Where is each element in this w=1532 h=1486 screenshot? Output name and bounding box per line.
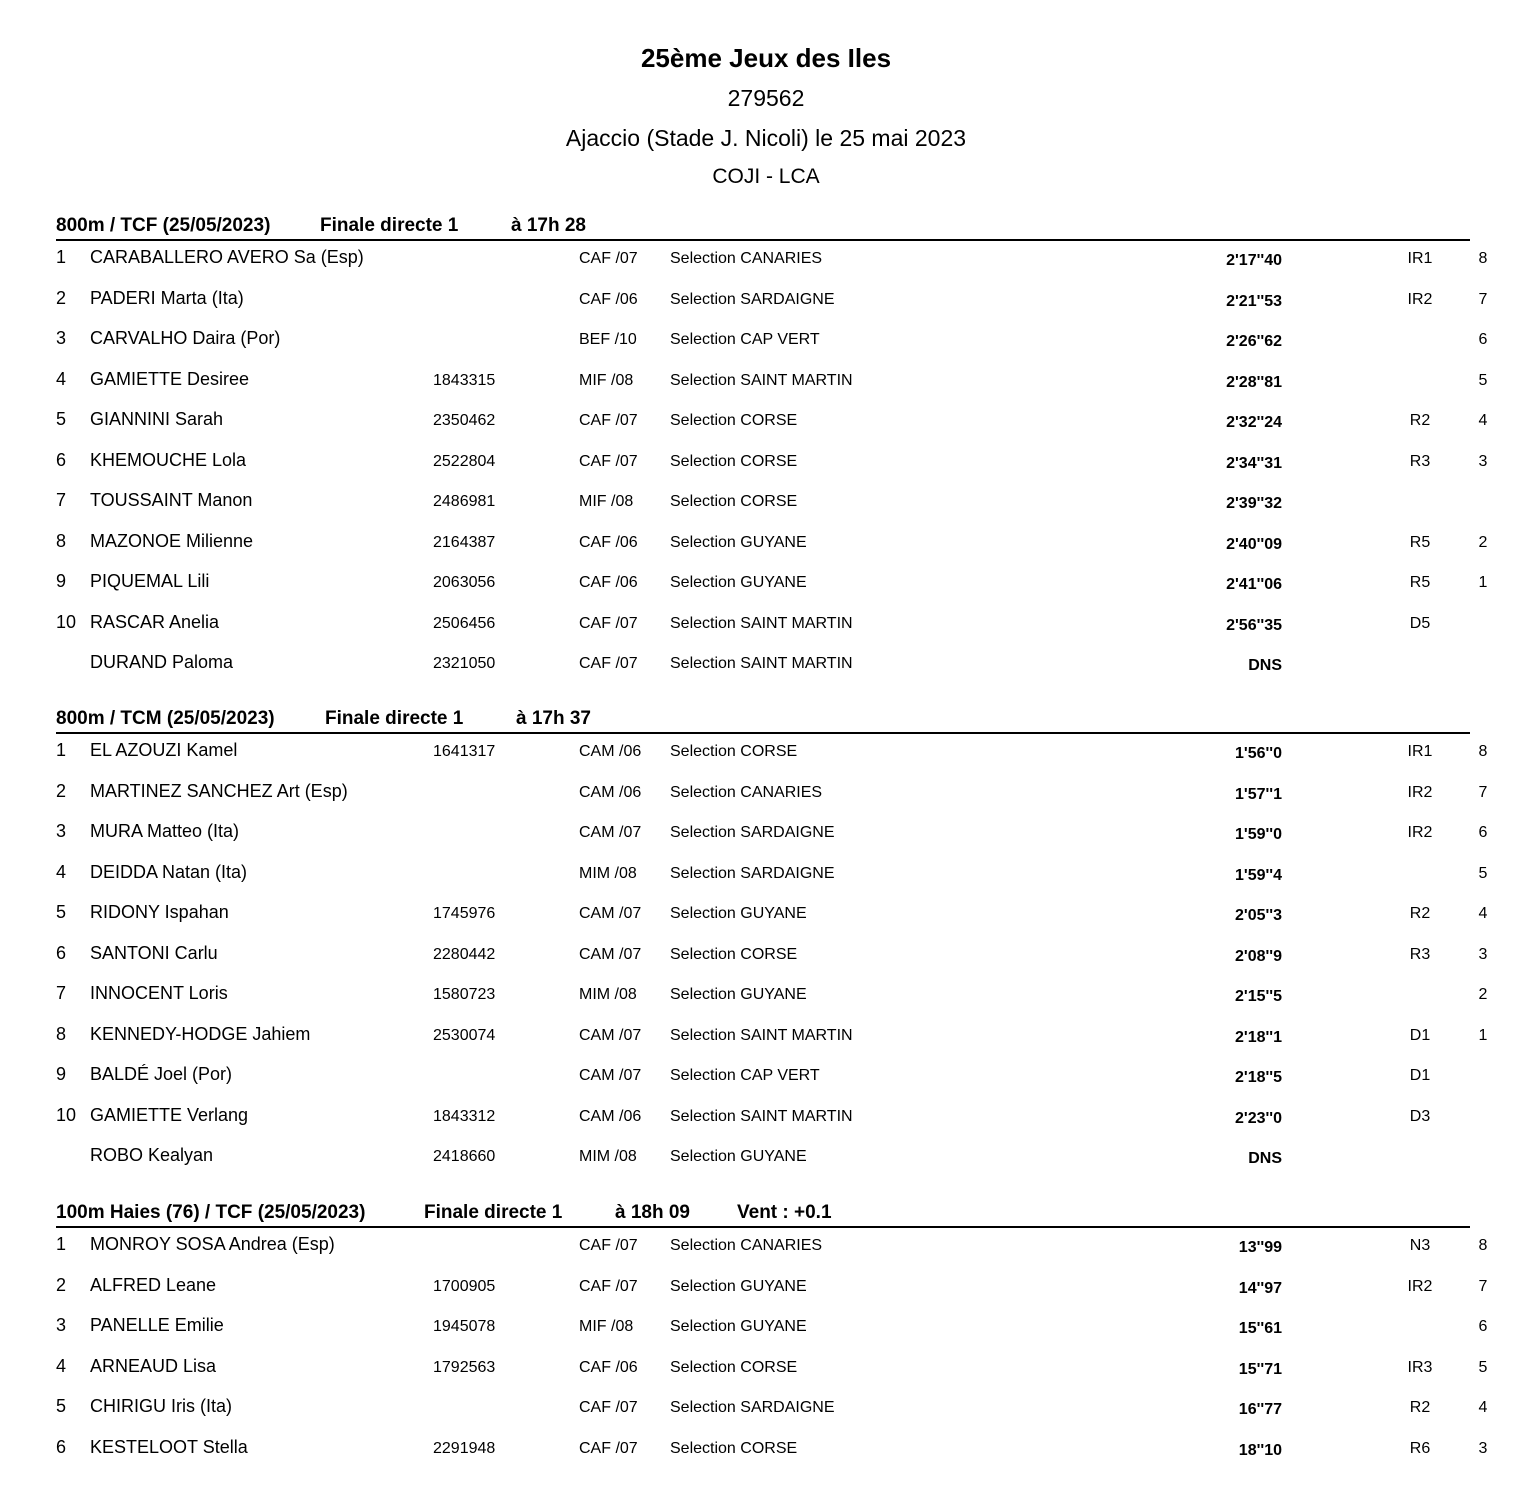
points: 7 <box>1478 290 1488 308</box>
club-name: Selection CORSE <box>670 493 798 510</box>
license-number: 2350462 <box>433 412 496 429</box>
points: 5 <box>1478 864 1488 882</box>
category: MIF /08 <box>579 1318 634 1335</box>
athlete-name: MURA Matteo (Ita) <box>90 821 240 841</box>
rank-cell: 6 <box>56 1436 67 1457</box>
result-row <box>56 444 1490 485</box>
result-row <box>56 606 1490 647</box>
rank-cell: 9 <box>56 1064 67 1084</box>
performance: 16''77 <box>1238 1401 1282 1418</box>
event-title: 100m Haies (76) / TCF (25/05/2023) <box>56 1202 366 1223</box>
rank-cell: 9 <box>56 571 67 591</box>
rank-cell: 5 <box>56 902 67 922</box>
points: 1 <box>1478 574 1488 591</box>
result-row <box>56 363 1490 404</box>
points: 2 <box>1478 986 1488 1003</box>
license-number: 1700905 <box>433 1277 496 1295</box>
club-name: Selection GUYANE <box>670 533 807 551</box>
points: 3 <box>1478 452 1488 470</box>
category: CAF /07 <box>579 412 638 429</box>
level: R5 <box>1409 574 1431 591</box>
athlete-name: SANTONI Carlu <box>90 942 218 963</box>
license-number: 2280442 <box>433 945 496 963</box>
performance: DNS <box>1248 657 1282 674</box>
license-number: 2486981 <box>433 493 496 510</box>
start-time: à 17h 37 <box>516 708 591 729</box>
points: 8 <box>1478 1237 1488 1254</box>
license-number: 1745976 <box>433 905 496 922</box>
club-name: Selection SAINT MARTIN <box>670 1026 853 1044</box>
club-name: Selection GUYANE <box>670 986 807 1003</box>
result-row <box>56 775 1490 816</box>
event-section <box>56 707 1490 1180</box>
level: R6 <box>1409 1439 1431 1457</box>
level: R2 <box>1409 412 1431 429</box>
club-name: Selection GUYANE <box>670 905 807 922</box>
points: 6 <box>1478 1318 1488 1335</box>
performance: 1'56''0 <box>1234 745 1282 762</box>
performance: 2'56''35 <box>1226 616 1282 634</box>
license-number: 1580723 <box>433 986 496 1003</box>
rank-cell: 1 <box>56 740 67 760</box>
category: CAM /06 <box>579 783 642 801</box>
result-row <box>56 1058 1490 1099</box>
result-row <box>56 1390 1490 1431</box>
athlete-name: GAMIETTE Verlang <box>90 1104 249 1125</box>
club-name: Selection SAINT MARTIN <box>670 655 853 672</box>
points: 2 <box>1478 533 1488 551</box>
category: CAF /07 <box>579 1237 638 1254</box>
club-name: Selection SARDAIGNE <box>670 864 835 882</box>
result-row <box>56 1018 1490 1059</box>
category: BEF /10 <box>579 331 637 348</box>
athlete-name: BALDÉ Joel (Por) <box>90 1064 233 1084</box>
points: 8 <box>1478 250 1488 267</box>
club-name: Selection CANARIES <box>670 783 823 801</box>
result-row <box>56 977 1490 1018</box>
points: 4 <box>1478 905 1488 922</box>
club-name: Selection CORSE <box>670 945 798 963</box>
level: R5 <box>1409 533 1431 551</box>
athlete-name: INNOCENT Loris <box>90 983 228 1003</box>
club-name: Selection CANARIES <box>670 250 823 267</box>
license-number: 2522804 <box>433 452 496 470</box>
result-row <box>56 856 1490 897</box>
club-name: Selection CORSE <box>670 412 798 429</box>
event-title: 800m / TCM (25/05/2023) <box>56 708 275 729</box>
athlete-name: MONROY SOSA Andrea (Esp) <box>90 1234 335 1254</box>
athlete-name: CARVALHO Daira (Por) <box>90 328 281 348</box>
rank-cell: 3 <box>56 821 67 841</box>
category: CAF /06 <box>579 574 638 591</box>
category: MIM /08 <box>579 986 637 1003</box>
round-label: Finale directe 1 <box>325 708 464 729</box>
athlete-name: GIANNINI Sarah <box>90 409 224 429</box>
category: MIF /08 <box>579 493 634 510</box>
category: CAM /07 <box>579 945 642 963</box>
result-row <box>56 484 1490 525</box>
start-time: à 17h 28 <box>511 215 586 236</box>
level: IR2 <box>1407 290 1433 308</box>
category: MIM /08 <box>579 1148 637 1165</box>
athlete-name: PADERI Marta (Ita) <box>90 287 244 308</box>
points: 7 <box>1478 783 1488 801</box>
result-row <box>56 1269 1490 1310</box>
points: 7 <box>1478 1277 1488 1295</box>
category: CAM /07 <box>579 824 642 841</box>
performance: 1'57''1 <box>1234 785 1282 803</box>
meeting-title: 25ème Jeux des Iles <box>640 43 892 73</box>
license-number: 2291948 <box>433 1439 496 1457</box>
result-row <box>56 937 1490 978</box>
points: 6 <box>1478 331 1488 348</box>
athlete-name: RASCAR Anelia <box>90 611 220 632</box>
event-section <box>56 1201 1490 1471</box>
event-header <box>56 214 1470 241</box>
event-header <box>56 1201 1470 1228</box>
performance: 2'15''5 <box>1234 988 1282 1005</box>
result-row <box>56 1309 1490 1350</box>
category: CAM /07 <box>579 905 642 922</box>
rank-cell: 1 <box>56 1234 67 1254</box>
points: 4 <box>1478 412 1488 429</box>
club-name: Selection CORSE <box>670 1439 798 1457</box>
rank-cell: 4 <box>56 861 67 882</box>
category: CAF /07 <box>579 250 638 267</box>
rank-cell: 2 <box>56 780 67 801</box>
club-name: Selection CAP VERT <box>670 1067 820 1084</box>
points: 3 <box>1478 945 1488 963</box>
performance: 1'59''4 <box>1234 866 1282 884</box>
level: D5 <box>1409 614 1431 632</box>
athlete-name: KENNEDY-HODGE Jahiem <box>90 1023 311 1044</box>
points: 4 <box>1478 1399 1488 1416</box>
event-section <box>56 214 1490 687</box>
result-row <box>56 403 1490 444</box>
club-name: Selection SARDAIGNE <box>670 1399 835 1416</box>
wind-reading: Vent : +0.1 <box>737 1202 832 1223</box>
license-number: 2506456 <box>433 614 496 632</box>
rank-cell: 6 <box>56 942 67 963</box>
level: IR1 <box>1407 250 1433 267</box>
performance: 2'41''06 <box>1226 576 1282 593</box>
result-row <box>56 525 1490 566</box>
rank-cell: 1 <box>56 247 67 267</box>
rank-cell: 10 <box>56 611 77 632</box>
rank-cell: 4 <box>56 368 67 389</box>
performance: 2'32''24 <box>1226 414 1282 431</box>
performance: 2'17''40 <box>1226 252 1282 269</box>
category: CAF /07 <box>579 1399 638 1416</box>
points: 5 <box>1478 1358 1488 1376</box>
performance: 2'08''9 <box>1234 947 1282 965</box>
athlete-name: PIQUEMAL Lili <box>90 571 210 591</box>
result-row <box>56 896 1490 937</box>
level: N3 <box>1409 1237 1431 1254</box>
level: IR2 <box>1407 1277 1433 1295</box>
result-row <box>56 815 1490 856</box>
points: 8 <box>1478 743 1488 760</box>
performance: 2'23''0 <box>1234 1109 1282 1127</box>
athlete-name: KHEMOUCHE Lola <box>90 449 247 470</box>
result-row <box>56 241 1490 282</box>
meeting-code: 279562 <box>727 85 805 111</box>
result-row <box>56 1431 1490 1472</box>
club-name: Selection CORSE <box>670 743 798 760</box>
category: CAF /07 <box>579 655 638 672</box>
rank-cell: 7 <box>56 983 67 1003</box>
performance: 18''10 <box>1238 1441 1282 1459</box>
license-number: 2164387 <box>433 533 496 551</box>
rank-cell: 7 <box>56 490 67 510</box>
performance: 2'26''62 <box>1226 333 1282 350</box>
performance: 2'40''09 <box>1226 535 1282 553</box>
category: CAM /06 <box>579 743 642 760</box>
athlete-name: KESTELOOT Stella <box>90 1436 248 1457</box>
athlete-name: EL AZOUZI Kamel <box>90 740 238 760</box>
category: CAF /07 <box>579 452 638 470</box>
rank-cell: 3 <box>56 1315 67 1335</box>
performance: 1'59''0 <box>1234 826 1282 843</box>
license-number: 2063056 <box>433 574 496 591</box>
result-row <box>56 322 1490 363</box>
level: IR1 <box>1407 743 1433 760</box>
level: R2 <box>1409 905 1431 922</box>
license-number: 1843315 <box>433 371 496 389</box>
result-row <box>56 1099 1490 1140</box>
level: IR2 <box>1407 783 1433 801</box>
license-number: 1792563 <box>433 1358 496 1376</box>
performance: 2'18''1 <box>1234 1028 1282 1046</box>
athlete-name: RIDONY Ispahan <box>90 902 229 922</box>
category: CAF /06 <box>579 1358 638 1376</box>
rank-cell: 8 <box>56 530 67 551</box>
rank-cell: 2 <box>56 287 67 308</box>
athlete-name: PANELLE Emilie <box>90 1315 224 1335</box>
level: IR2 <box>1407 824 1433 841</box>
category: MIM /08 <box>579 864 637 882</box>
club-name: Selection SAINT MARTIN <box>670 614 853 632</box>
level: D3 <box>1409 1107 1431 1125</box>
points: 3 <box>1478 1439 1488 1457</box>
document-header <box>0 38 1532 196</box>
category: CAM /07 <box>579 1067 642 1084</box>
category: CAM /06 <box>579 1107 642 1125</box>
club-name: Selection CAP VERT <box>670 331 820 348</box>
license-number: 2530074 <box>433 1026 496 1044</box>
club-name: Selection GUYANE <box>670 1318 807 1335</box>
rank-cell: 5 <box>56 409 67 429</box>
performance: 13''99 <box>1238 1239 1282 1256</box>
round-label: Finale directe 1 <box>320 215 459 236</box>
rank-cell: 5 <box>56 1396 67 1416</box>
event-header <box>56 707 1470 734</box>
points: 1 <box>1478 1026 1488 1044</box>
performance: 15''71 <box>1238 1360 1282 1378</box>
athlete-name: MARTINEZ SANCHEZ Art (Esp) <box>90 780 348 801</box>
club-name: Selection GUYANE <box>670 1148 807 1165</box>
athlete-name: DURAND Paloma <box>90 652 234 672</box>
meeting-venue: Ajaccio (Stade J. Nicoli) le 25 mai 2023 <box>565 125 967 151</box>
club-name: Selection SARDAIGNE <box>670 824 835 841</box>
rank-cell: 6 <box>56 449 67 470</box>
license-number: 2321050 <box>433 655 496 672</box>
category: CAF /06 <box>579 290 638 308</box>
performance: 15''61 <box>1238 1320 1282 1337</box>
result-row <box>56 565 1490 606</box>
license-number: 1641317 <box>433 743 496 760</box>
category: CAF /07 <box>579 1277 638 1295</box>
club-name: Selection GUYANE <box>670 1277 807 1295</box>
result-row <box>56 282 1490 323</box>
club-name: Selection CORSE <box>670 452 798 470</box>
license-number: 2418660 <box>433 1148 496 1165</box>
category: MIF /08 <box>579 371 634 389</box>
performance: DNS <box>1248 1150 1282 1167</box>
meeting-organizer: COJI - LCA <box>712 165 820 188</box>
level: R2 <box>1409 1399 1431 1416</box>
club-name: Selection SAINT MARTIN <box>670 1107 853 1125</box>
performance: 2'39''32 <box>1226 495 1282 512</box>
club-name: Selection CORSE <box>670 1358 798 1376</box>
license-number: 1843312 <box>433 1107 496 1125</box>
level: R3 <box>1409 945 1431 963</box>
category: CAF /06 <box>579 533 638 551</box>
points: 5 <box>1478 371 1488 389</box>
rank-cell: 8 <box>56 1023 67 1044</box>
category: CAF /07 <box>579 614 638 632</box>
athlete-name: ALFRED Leane <box>90 1274 217 1295</box>
athlete-name: CARABALLERO AVERO Sa (Esp) <box>90 247 364 267</box>
result-row <box>56 734 1490 775</box>
points: 6 <box>1478 824 1488 841</box>
license-number: 1945078 <box>433 1318 496 1335</box>
rank-cell: 2 <box>56 1274 67 1295</box>
performance: 14''97 <box>1238 1279 1282 1297</box>
level: D1 <box>1409 1026 1431 1044</box>
result-row <box>56 1139 1490 1180</box>
performance: 2'18''5 <box>1234 1069 1282 1086</box>
round-label: Finale directe 1 <box>424 1202 563 1223</box>
athlete-name: TOUSSAINT Manon <box>90 490 253 510</box>
rank-cell: 3 <box>56 328 67 348</box>
club-name: Selection SARDAIGNE <box>670 290 835 308</box>
athlete-name: ROBO Kealyan <box>90 1145 214 1165</box>
result-row <box>56 646 1490 687</box>
club-name: Selection CANARIES <box>670 1237 823 1254</box>
result-row <box>56 1350 1490 1391</box>
category: CAM /07 <box>579 1026 642 1044</box>
athlete-name: MAZONOE Milienne <box>90 530 254 551</box>
performance: 2'21''53 <box>1226 292 1282 310</box>
club-name: Selection GUYANE <box>670 574 807 591</box>
level: D1 <box>1409 1067 1431 1084</box>
level: R3 <box>1409 452 1431 470</box>
athlete-name: GAMIETTE Desiree <box>90 368 250 389</box>
rank-cell: 10 <box>56 1104 77 1125</box>
event-title: 800m / TCF (25/05/2023) <box>56 215 271 236</box>
performance: 2'34''31 <box>1226 454 1282 472</box>
athlete-name: ARNEAUD Lisa <box>90 1355 217 1376</box>
athlete-name: CHIRIGU Iris (Ita) <box>90 1396 232 1416</box>
performance: 2'05''3 <box>1234 907 1282 924</box>
level: IR3 <box>1407 1358 1433 1376</box>
category: CAF /07 <box>579 1439 638 1457</box>
performance: 2'28''81 <box>1226 373 1282 391</box>
rank-cell: 4 <box>56 1355 67 1376</box>
start-time: à 18h 09 <box>615 1202 690 1223</box>
athlete-name: DEIDDA Natan (Ita) <box>90 861 248 882</box>
club-name: Selection SAINT MARTIN <box>670 371 853 389</box>
result-row <box>56 1228 1490 1269</box>
